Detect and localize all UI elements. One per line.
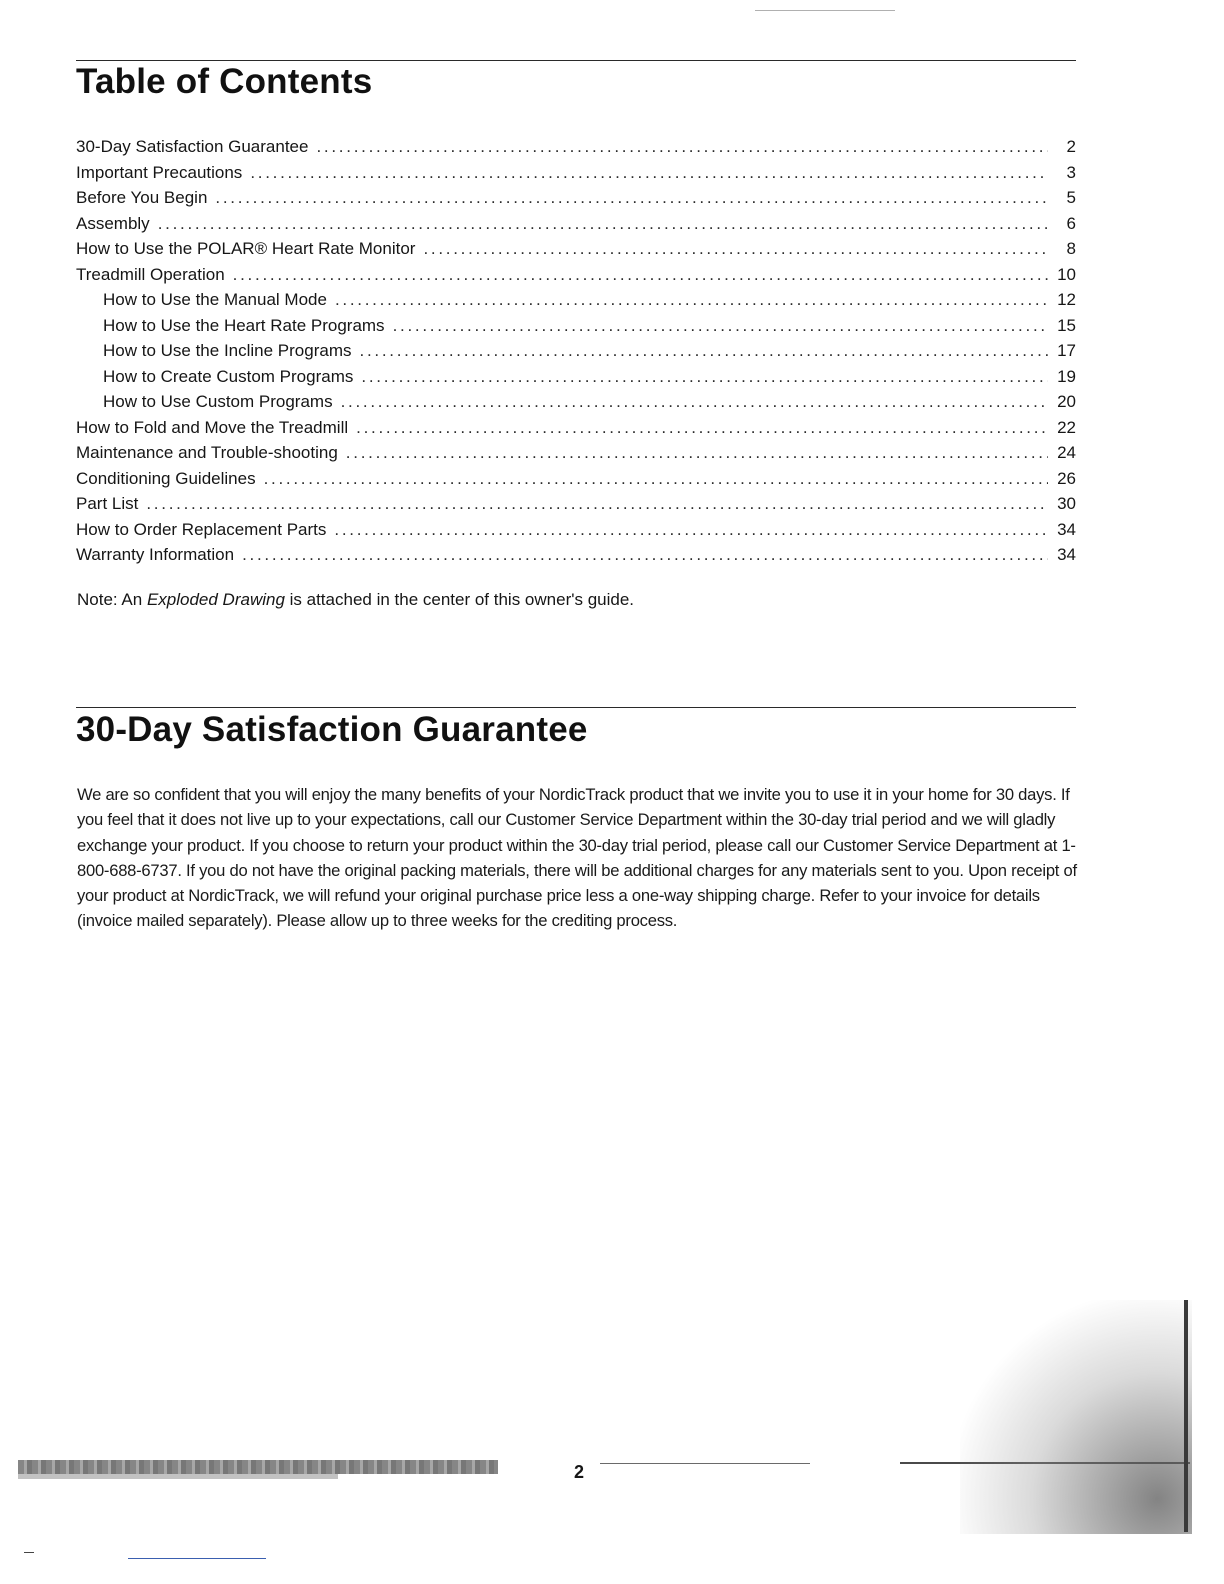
toc-leader-dots <box>250 160 1048 186</box>
toc-entry <box>76 313 1076 339</box>
toc-leader-dots <box>393 313 1048 339</box>
note-prefix: Note: An <box>77 590 147 609</box>
toc-leader-dots <box>346 440 1048 466</box>
toc-leader-dots <box>233 262 1048 288</box>
note-emphasis: Exploded Drawing <box>146 590 285 609</box>
toc-entry-label: How to Create Custom Programs <box>103 366 354 386</box>
table-of-contents <box>76 134 1076 568</box>
toc-entry <box>76 466 1076 492</box>
toc-entry-label: Assembly <box>76 213 150 233</box>
scan-edge-left-lower <box>18 1474 338 1479</box>
toc-entry-page: 26 <box>1057 468 1076 488</box>
toc-entry-page: 8 <box>1066 239 1076 258</box>
toc-entry-label: How to Use Custom Programs <box>103 392 333 411</box>
toc-entry <box>76 517 1076 543</box>
toc-entry <box>76 160 1076 186</box>
toc-entry-label: How to Use the POLAR® Heart Rate Monitor <box>76 239 416 258</box>
toc-entry-page: 5 <box>1066 188 1076 207</box>
toc-leader-dots <box>423 236 1048 262</box>
note-suffix: is attached in the center of this owner's guide. <box>284 590 635 609</box>
toc-leader-dots <box>361 364 1048 390</box>
toc-entry-page: 34 <box>1057 519 1076 539</box>
toc-entry-label: Maintenance and Trouble-shooting <box>76 443 338 462</box>
toc-entry <box>76 185 1076 211</box>
toc-entry <box>76 287 1076 313</box>
toc-entry-label: Part List <box>76 494 139 513</box>
toc-entry-page: 34 <box>1057 545 1076 564</box>
toc-leader-dots <box>335 287 1048 313</box>
toc-leader-dots <box>341 389 1048 415</box>
toc-entry-page: 3 <box>1066 162 1076 182</box>
toc-entry-page: 19 <box>1057 366 1076 386</box>
toc-entry <box>76 211 1076 237</box>
toc-entry-label: How to Order Replacement Parts <box>76 519 327 539</box>
toc-entry <box>76 134 1076 160</box>
toc-entry-page: 2 <box>1066 137 1076 156</box>
toc-entry-page: 12 <box>1057 290 1076 309</box>
toc-entry-label: Treadmill Operation <box>76 264 225 284</box>
toc-leader-dots <box>215 185 1048 211</box>
toc-leader-dots <box>242 542 1048 568</box>
toc-entry-label: How to Use the Manual Mode <box>103 290 327 309</box>
toc-top-rule <box>76 60 1076 61</box>
toc-leader-dots <box>158 211 1048 237</box>
toc-entry <box>76 440 1076 466</box>
toc-entry-page: 6 <box>1066 213 1076 233</box>
toc-entry-label: Conditioning Guidelines <box>76 468 256 488</box>
toc-entry-label: How to Use the Incline Programs <box>103 341 352 360</box>
toc-title: Table of Contents <box>76 62 373 101</box>
toc-entry-page: 22 <box>1057 417 1076 437</box>
scan-line-bottom <box>128 1558 266 1559</box>
toc-entry <box>76 542 1076 568</box>
toc-entry-label: How to Use the Heart Rate Programs <box>103 315 385 335</box>
toc-entry <box>76 338 1076 364</box>
scan-edge-left <box>18 1460 498 1474</box>
toc-entry <box>76 364 1076 390</box>
toc-entry-label: Important Precautions <box>76 162 243 182</box>
toc-entry <box>76 491 1076 517</box>
toc-entry-page: 30 <box>1057 494 1076 513</box>
toc-entry <box>76 236 1076 262</box>
toc-entry-label: How to Fold and Move the Treadmill <box>76 417 349 437</box>
toc-entry-page: 17 <box>1057 341 1076 360</box>
toc-leader-dots <box>264 466 1048 492</box>
toc-leader-dots <box>334 517 1048 543</box>
scan-dash <box>24 1552 34 1553</box>
scan-shadow-corner <box>960 1300 1192 1534</box>
guarantee-title: 30-Day Satisfaction Guarantee <box>76 710 588 749</box>
toc-entry-label: Before You Begin <box>76 188 208 207</box>
scan-mark-top <box>755 10 895 11</box>
footer-rule-center <box>600 1463 810 1464</box>
toc-leader-dots <box>356 415 1048 441</box>
toc-entry-label: 30-Day Satisfaction Guarantee <box>76 137 309 156</box>
toc-entry-page: 15 <box>1057 315 1076 335</box>
toc-leader-dots <box>316 134 1048 160</box>
exploded-drawing-note <box>77 590 634 610</box>
guarantee-top-rule <box>76 707 1076 708</box>
toc-entry-page: 20 <box>1057 392 1076 411</box>
toc-entry-page: 24 <box>1057 443 1076 462</box>
toc-entry <box>76 415 1076 441</box>
toc-leader-dots <box>360 338 1049 364</box>
scan-page-edge <box>1184 1300 1188 1532</box>
toc-leader-dots <box>146 491 1048 517</box>
toc-entry <box>76 389 1076 415</box>
toc-entry-page: 10 <box>1057 264 1076 284</box>
page-number: 2 <box>574 1462 585 1482</box>
guarantee-body: We are so confident that you will enjoy the many benefits of your NordicTrack product that we invite you to use it in your home for 30 days. If you feel that it does not live up to your expectations, call our Customer Service Department within the 30-day trial period and we will gladly exchange your product. If you choose to return your product within the 30-day trial period, please call our Customer Service Department at 1-800-688-6737. If you do not have the original packing materials, there will be additional charges for any materials sent to you. Upon receipt of your product at NordicTrack, we will refund your original purchase price less a one-way shipping charge. Refer to your invoice for details (invoice mailed separately). Please allow up to three weeks for the crediting process. <box>77 785 1077 931</box>
toc-entry <box>76 262 1076 288</box>
toc-entry-label: Warranty Information <box>76 545 235 564</box>
